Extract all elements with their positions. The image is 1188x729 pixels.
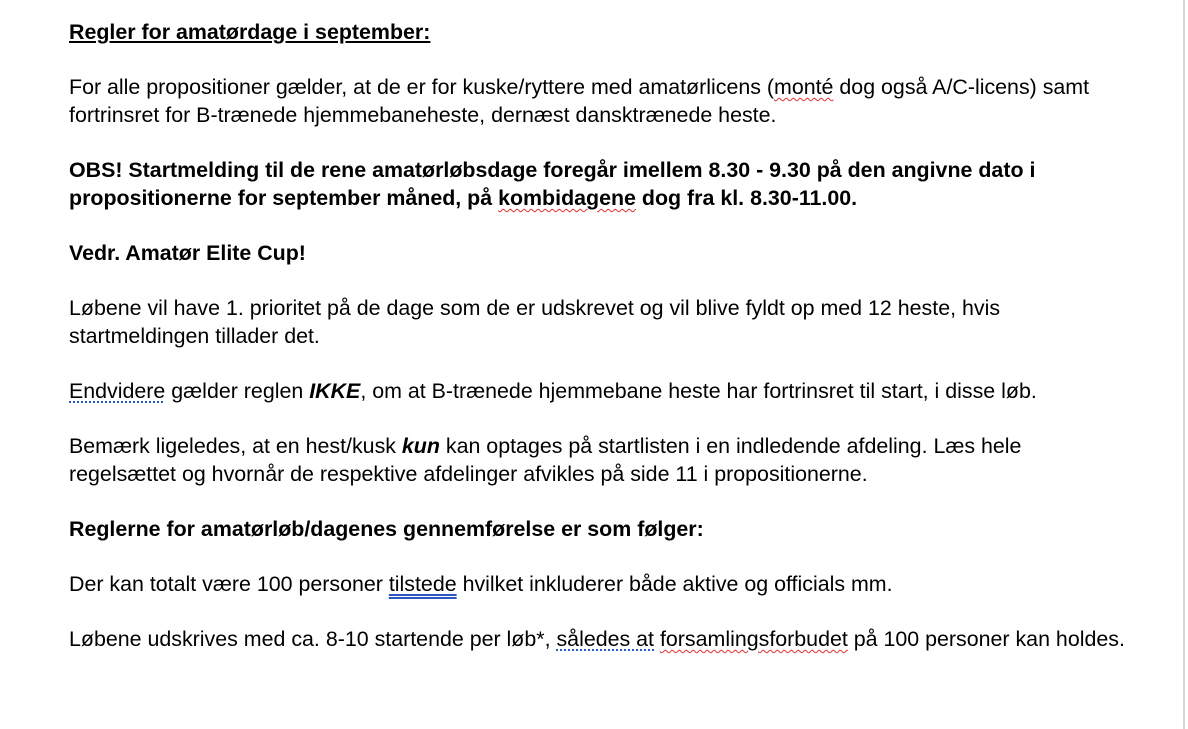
text-run: på 100 personer kan holdes. <box>847 627 1125 651</box>
paragraph-endvidere <box>69 377 1129 405</box>
paragraph-note <box>69 432 1129 488</box>
grammar-flag-endvidere[interactable]: Endvidere <box>69 379 166 403</box>
paragraph-obs <box>69 156 1129 212</box>
text-run: dog også A/C-licens) samt fortrinsret for B-trænede hjemmebaneheste, dernæst dansktrænede heste. <box>69 75 1090 127</box>
emphasis-ikke: IKKE <box>309 379 361 403</box>
paragraph-license <box>69 73 1129 129</box>
paragraph-rules-heading: Reglerne for amatørløb/dagenes gennemførelse er som følger: <box>69 517 704 541</box>
emphasis-kun: kun <box>401 434 440 458</box>
grammar-flag-tilstede[interactable]: tilstede <box>388 572 457 596</box>
text-run: dog fra kl. 8.30-11.00. <box>635 186 858 210</box>
paragraph-elite-cup: Vedr. Amatør Elite Cup! <box>69 241 306 265</box>
spell-flag-monte[interactable]: monté <box>774 75 834 99</box>
text-run: Bemærk ligeledes, at en hest/kusk <box>69 434 402 458</box>
text-run: hvilket inkluderer både aktive og officials mm. <box>456 572 893 596</box>
heading-text: Regler for amatørdage i september: <box>69 20 431 44</box>
spell-flag-kombidagene[interactable]: kombidagene <box>498 186 636 210</box>
paragraph-priority: Løbene vil have 1. prioritet på de dage som de er udskrevet og vil blive fyldt op med 12 heste, hvis startmeldingen tillader det. <box>69 296 1001 348</box>
text-run: kan optages på startlisten i en indledende afdeling. Læs hele regelsættet og hvornår de respektive afdelinger afvikles på side 11 i propositionerne. <box>69 434 1022 486</box>
spell-flag-forsamlingsforbudet[interactable]: forsamlingsforbudet <box>659 627 848 651</box>
document-page <box>69 18 1129 680</box>
paragraph-races <box>69 625 1129 653</box>
text-run: Der kan totalt være 100 personer <box>69 572 389 596</box>
heading <box>69 18 1129 46</box>
text-run: Løbene udskrives med ca. 8-10 startende per løb*, <box>69 627 557 651</box>
text-run: gælder reglen <box>165 379 310 403</box>
text-run: For alle propositioner gælder, at de er for kuske/ryttere med amatørlicens ( <box>69 75 774 99</box>
grammar-flag-saledes[interactable]: således at <box>556 627 654 651</box>
paragraph-persons <box>69 570 1129 598</box>
page-edge <box>1183 0 1185 729</box>
text-run: , om at B-trænede hjemmebane heste har fortrinsret til start, i disse løb. <box>360 379 1037 403</box>
text-run: OBS! Startmelding til de rene amatørløbsdage foregår imellem 8.30 - 9.30 på den angivne dato i propositionerne for september måned, på <box>69 158 1036 210</box>
